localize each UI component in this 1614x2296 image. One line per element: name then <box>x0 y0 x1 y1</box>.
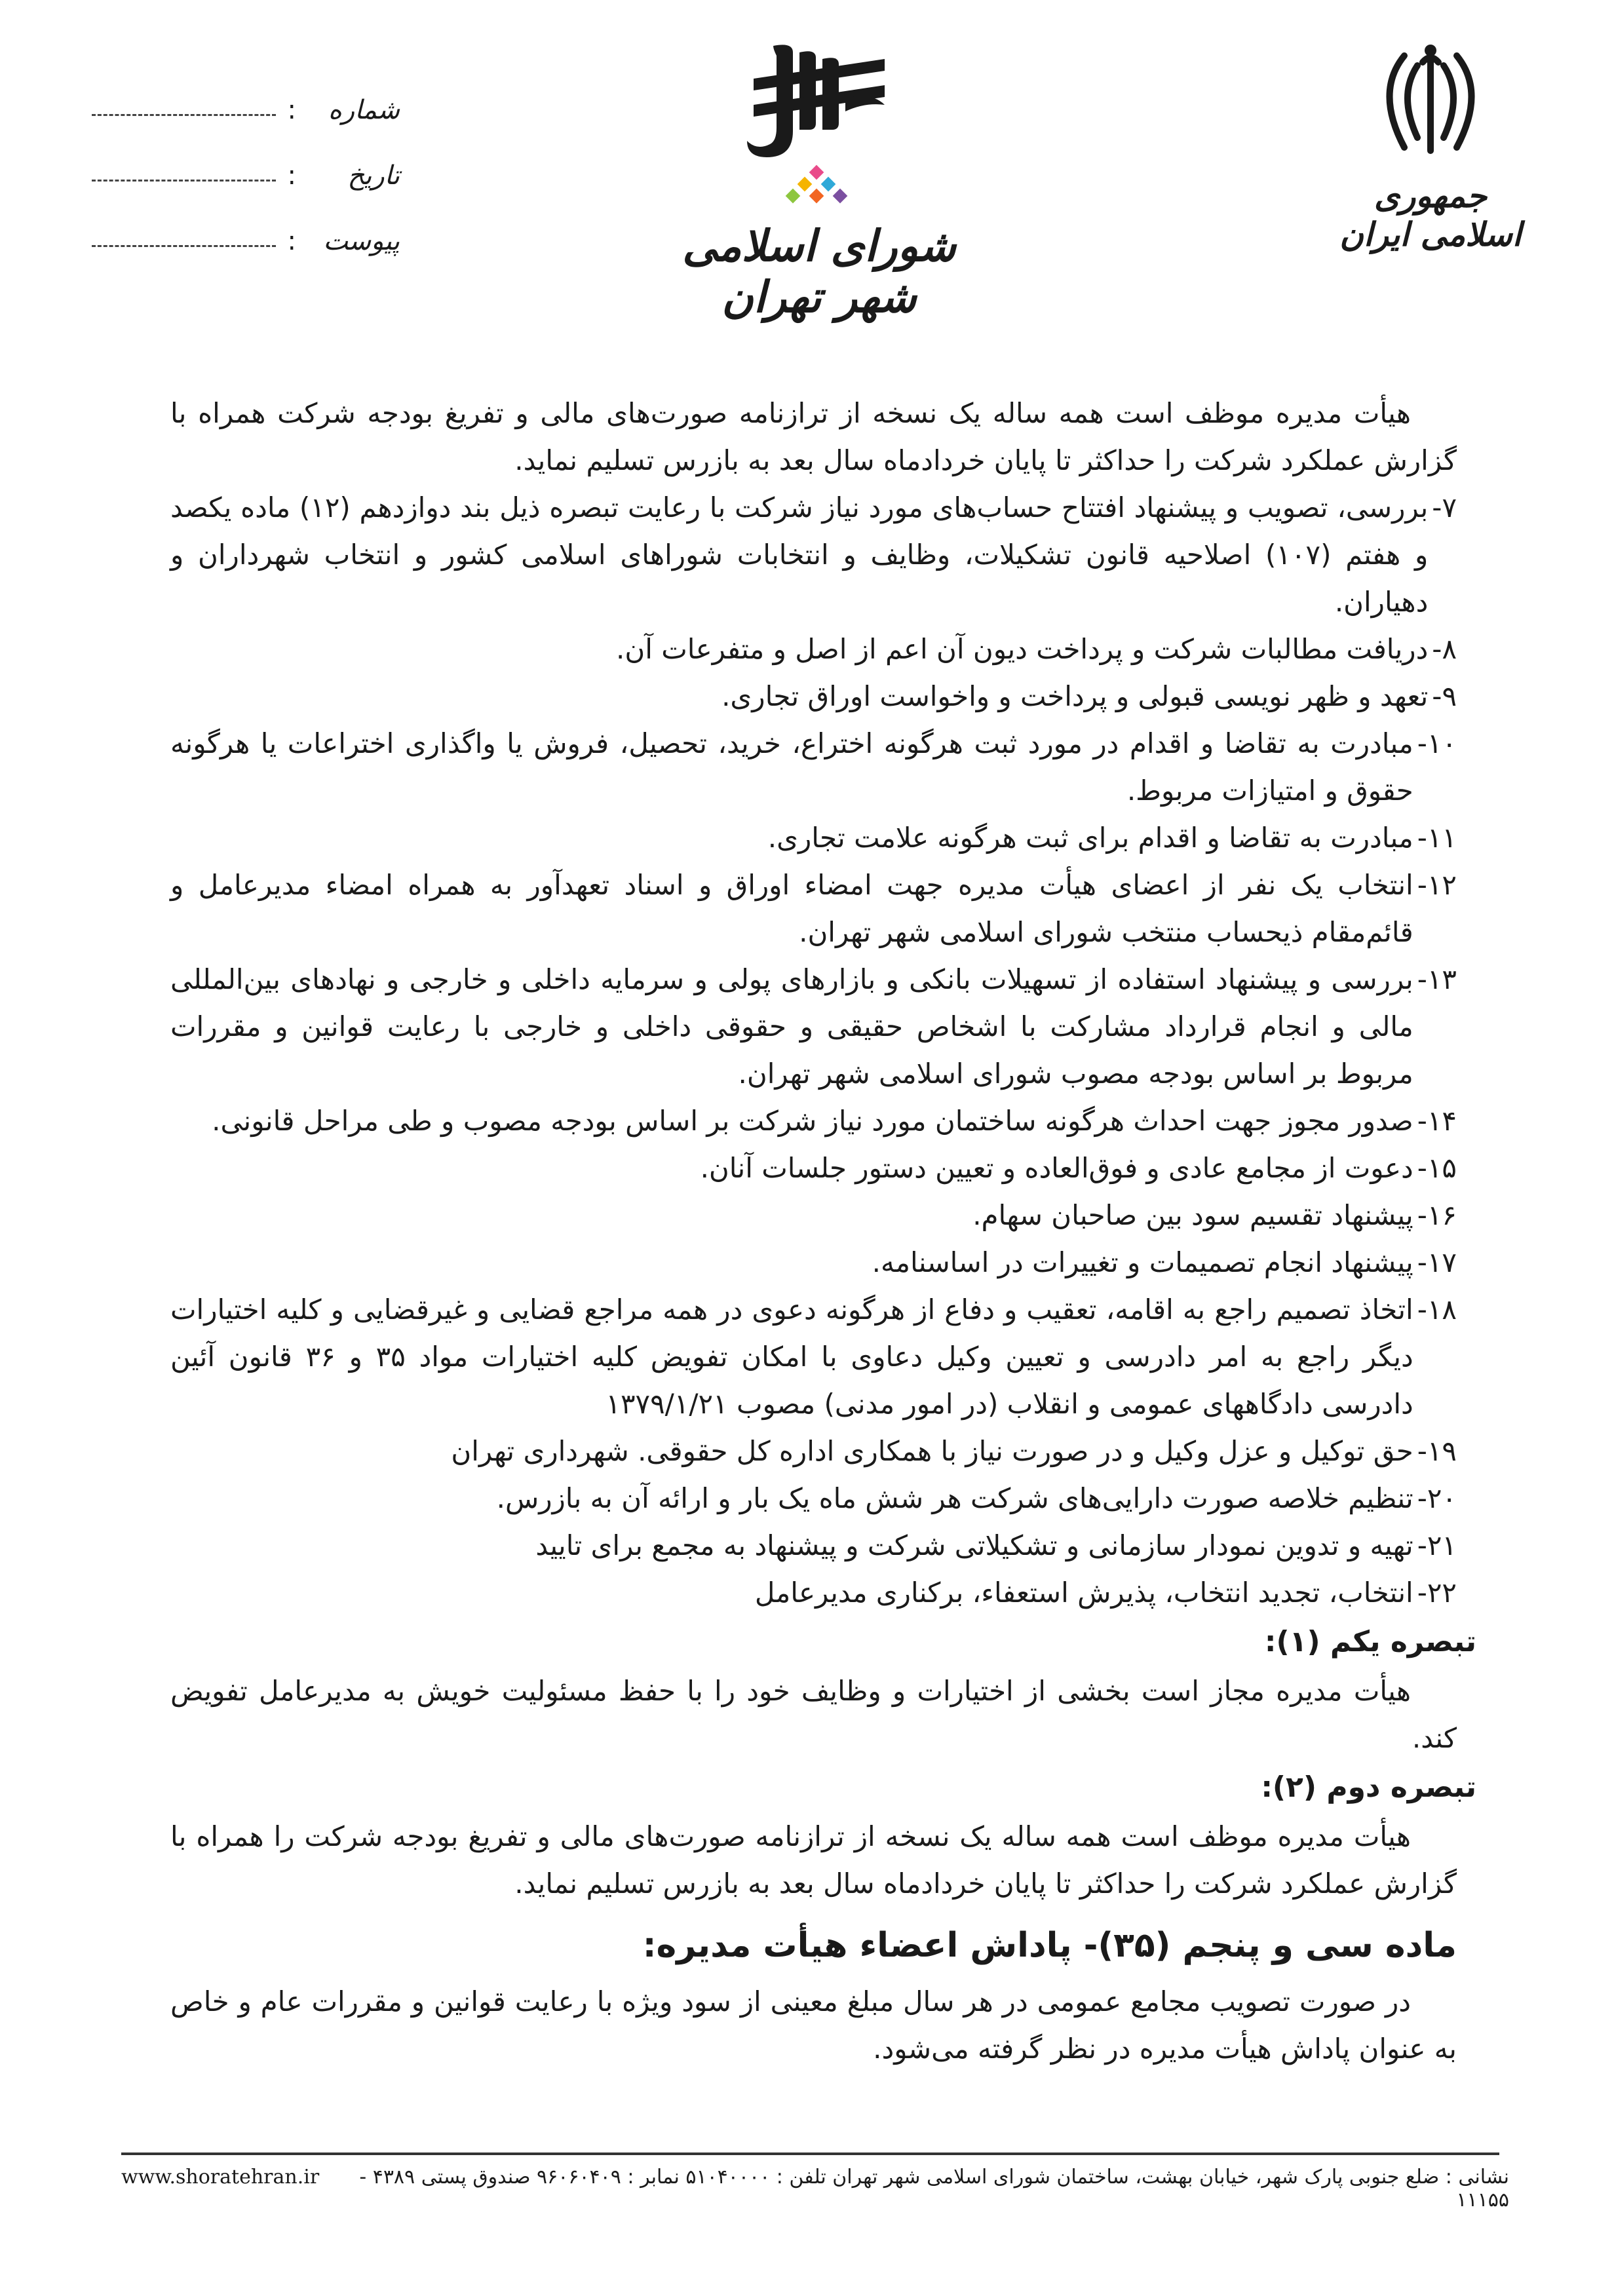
list-item <box>170 1192 1457 1239</box>
item-text: تعهد و ظهر نویسی قبولی و پرداخت و واخواست اوراق تجاری. <box>721 680 1429 712</box>
item-text: مبادرت به تقاضا و اقدام برای ثبت هرگونه علامت تجاری. <box>767 822 1413 854</box>
document-meta <box>92 77 400 274</box>
list-item <box>170 1569 1457 1617</box>
item-number: ۱۵- <box>1417 1152 1457 1184</box>
meta-attachment-label: پیوست <box>323 226 400 256</box>
article-35-heading: ماده سی و پنجم (۳۵)- پاداش اعضاء هیأت مدیره: <box>642 1926 1457 1965</box>
item-text: حق توکیل و عزل وکیل و در صورت نیاز با همکاری اداره کل حقوقی. شهرداری تهران <box>451 1435 1413 1467</box>
item-number: ۱۱- <box>1417 822 1457 854</box>
item-text: تنظیم خلاصه صورت دارایی‌های شرکت هر شش ماه یک بار و ارائه آن به بازرس. <box>496 1482 1413 1514</box>
state-emblem <box>1332 36 1529 254</box>
council-logo <box>662 39 976 322</box>
item-number: ۲۲- <box>1417 1577 1457 1609</box>
item-number: ۱۴- <box>1417 1105 1457 1137</box>
list-item <box>170 1522 1457 1569</box>
iran-emblem-icon <box>1365 36 1496 167</box>
list-item <box>170 720 1457 814</box>
meta-date-row <box>92 143 400 208</box>
meta-date-line <box>92 180 276 182</box>
list-item <box>170 673 1457 720</box>
council-name: شورای اسلامی شهر تهران <box>682 220 956 322</box>
document-body <box>170 390 1476 2073</box>
meta-date-label: تاریخ <box>347 161 400 191</box>
item-number: ۲۱- <box>1417 1529 1457 1561</box>
intro-paragraph: هیأت مدیره موظف است همه ساله یک نسخه از ترازنامه صورت‌های مالی و تفریغ بودجه شرکت همراه با گزارش عملکرد شرکت را حداکثر تا پایان خردادماه سال بعد به بازرس تسلیم نماید. <box>170 397 1457 476</box>
item-number: ۲۰- <box>1417 1482 1457 1514</box>
item-text: بررسی، تصویب و پیشنهاد افتتاح حساب‌های مورد نیاز شرکت با رعایت تبصره ذیل بند دوازدهم (۱۲) ماده یکصد و هفتم (۱۰۷) اصلاحیه قانون تشکیلات، وظایف و انتخابات شوراهای اسلامی کشور و انتخاب شهرداران و دهیاران. <box>170 491 1429 618</box>
list-item <box>170 1475 1457 1522</box>
list-item <box>170 1239 1457 1286</box>
item-number: ۱۹- <box>1417 1435 1457 1467</box>
item-number: ۱۶- <box>1417 1199 1457 1231</box>
meta-number-line <box>92 114 276 116</box>
list-item <box>170 862 1457 956</box>
footer <box>121 2166 1509 2211</box>
meta-attachment-line <box>92 245 276 247</box>
item-number: ۸- <box>1432 633 1457 665</box>
note-1-heading: تبصره یکم (۱): <box>1264 1625 1476 1658</box>
meta-colon: : <box>287 95 296 125</box>
state-name: جمهوری اسلامی ایران <box>1339 176 1522 254</box>
meta-colon: : <box>287 161 296 191</box>
item-text: پیشنهاد انجام تصمیمات و تغییرات در اساسنامه. <box>872 1246 1413 1278</box>
item-number: ۱۸- <box>1417 1293 1457 1326</box>
article-35-text: در صورت تصویب مجامع عمومی در هر سال مبلغ معینی از سود ویژه با رعایت قوانین و مقررات عام و خاص به عنوان پاداش هیأت مدیره در نظر گرفته می‌شود. <box>170 1985 1457 2065</box>
note-2-heading: تبصره دوم (۲): <box>1261 1770 1476 1804</box>
item-number: ۷- <box>1432 491 1457 524</box>
item-text: دریافت مطالبات شرکت و پرداخت دیون آن اعم از اصل و متفرعات آن. <box>616 633 1429 665</box>
item-number: ۱۲- <box>1417 869 1457 901</box>
list-item <box>170 1428 1457 1475</box>
list-item <box>170 814 1457 862</box>
item-number: ۱۷- <box>1417 1246 1457 1278</box>
note-1-text: هیأت مدیره مجاز است بخشی از اختیارات و وظایف خود را با حفظ مسئولیت خویش به مدیرعامل تفویض کند. <box>170 1675 1457 1754</box>
meta-number-row <box>92 77 400 143</box>
item-text: انتخاب، تجدید انتخاب، پذیرش استعفاء، برکناری مدیرعامل <box>754 1577 1413 1609</box>
duties-list <box>170 484 1457 1617</box>
item-text: اتخاذ تصمیم راجع به اقامه، تعقیب و دفاع از هرگونه دعوی در همه مراجع قضایی و غیرقضایی و کلیه اختیارات دیگر راجع به امر دادرسی و تعیین وکیل دعاوی با امکان تفویض کلیه اختیارات مواد ۳۵ و ۳۶ قانون آئین دادرسی دادگاههای عمومی و انقلاب (در امور مدنی) مصوب ۱۳۷۹/۱/۲۱ <box>170 1293 1413 1420</box>
council-logo-icon <box>734 39 904 216</box>
item-text: مبادرت به تقاضا و اقدام در مورد ثبت هرگونه اختراع، خرید، تحصیل، فروش یا واگذاری اختراعات یا هرگونه حقوق و امتیازات مربوط. <box>170 727 1413 807</box>
list-item <box>170 956 1457 1098</box>
item-text: تهیه و تدوین نمودار سازمانی و تشکیلاتی شرکت و پیشنهاد به مجمع برای تایید <box>535 1529 1413 1561</box>
footer-divider <box>121 2152 1499 2155</box>
list-item <box>170 1145 1457 1192</box>
footer-address: نشانی : ضلع جنوبی پارک شهر، خیابان بهشت، ساختمان شورای اسلامی شهر تهران تلفن : ۵۱۰۴۰۰۰۰ نمابر : ۹۶۰۶۰۴۰۹ صندوق پستی ۴۳۸۹ - ۱۱۱۵۵ <box>359 2166 1509 2211</box>
item-text: صدور مجوز جهت احداث هرگونه ساختمان مورد نیاز شرکت بر اساس بودجه مصوب و طی مراحل قانونی. <box>212 1105 1413 1137</box>
footer-website: www.shoratehran.ir <box>121 2166 320 2189</box>
meta-colon: : <box>287 226 296 256</box>
note-2-text: هیأت مدیره موظف است همه ساله یک نسخه از ترازنامه صورت‌های مالی و تفریغ بودجه شرکت را همراه با گزارش عملکرد شرکت را حداکثر تا پایان خردادماه سال بعد به بازرس تسلیم نماید. <box>170 1820 1457 1900</box>
item-text: پیشنهاد تقسیم سود بین صاحبان سهام. <box>972 1199 1413 1231</box>
item-number: ۱۰- <box>1417 727 1457 759</box>
item-number: ۹- <box>1432 680 1457 712</box>
list-item <box>170 1098 1457 1145</box>
item-number: ۱۳- <box>1417 963 1457 995</box>
meta-number-label: شماره <box>328 95 400 125</box>
item-text: بررسی و پیشنهاد استفاده از تسهیلات بانکی و بازارهای پولی و سرمایه داخلی و خارجی و نهادهای بین‌المللی مالی و انجام قرارداد مشارکت با اشخاص حقیقی و حقوقی داخلی و خارجی با رعایت قوانین و مقررات مربوط بر اساس بودجه مصوب شورای اسلامی شهر تهران. <box>170 963 1413 1090</box>
list-item <box>170 1286 1457 1428</box>
list-item <box>170 484 1457 626</box>
meta-attachment-row <box>92 208 400 274</box>
item-text: انتخاب یک نفر از اعضای هیأت مدیره جهت امضاء اوراق و اسناد تعهدآور به همراه امضاء مدیرعامل و قائم‌مقام ذیحساب منتخب شورای اسلامی شهر تهران. <box>170 869 1413 948</box>
item-text: دعوت از مجامع عادی و فوق‌العاده و تعیین دستور جلسات آنان. <box>700 1152 1413 1184</box>
list-item <box>170 626 1457 673</box>
